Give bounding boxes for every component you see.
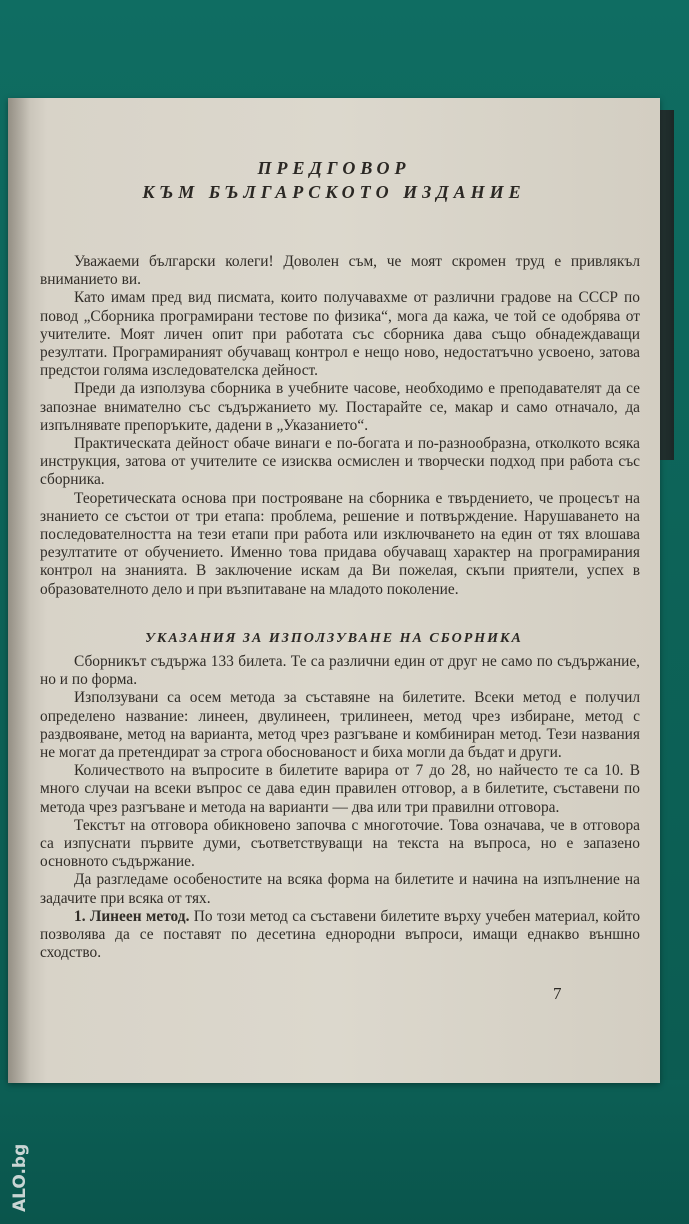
instruction-paragraph: Сборникът съдържа 133 билета. Те са различни един от друг не само по съдържание, но и по форма. <box>40 653 640 689</box>
method-lead: 1. Линеен метод. <box>74 907 190 925</box>
section-title: УКАЗАНИЯ ЗА ИЗПОЛЗУВАНЕ НА СБОРНИКА <box>145 631 523 646</box>
book-page <box>8 98 660 1083</box>
intro-paragraph: Теоретическата основа при построяване на сборника е твърдението, че процесът на знанието се състои от три етапа: проблема, решение и потвърждение. Нарушаването на последователността на тези етапи при работа или изключването на един от тях влошава резултатите от обучението. Именно това придава обучаващ характер на програмирания контрол на знанията. В заключение искам да Ви пожелая, скъпи приятели, успех в образователното дело и при възпитаване на младото поколение. <box>40 489 640 598</box>
intro-paragraph: Като имам пред вид писмата, които получавахме от различни градове на СССР по повод „Сборника програмирани тестове по физика“, мога да кажа, че той се одобрява от учителите. Моят личен опит при работата със сборника дава също обнадеждаващи резултати. Програмираният обучаващ контрол е нещо ново, недостатъчно усвоено, затова предстои голяма изследователска дейност. <box>40 289 640 380</box>
intro-paragraph: Уважаеми български колеги! Доволен съм, че моят скромен труд е привлякъл вниманието ви. <box>40 253 640 289</box>
page-number: 7 <box>553 984 562 1003</box>
instruction-paragraph: Използувани са осем метода за съставяне на билетите. Всеки метод е получил определено название: линеен, двулинеен, трилинеен, метод чрез избиране, метод с раздвояване, метод на варианта, метод чрез разгъване и комбиниран метод. Тези названия не могат да претендират за строга обоснованост и биха могли да бъдат и други. <box>40 689 640 762</box>
method-paragraph <box>40 908 640 963</box>
page-gutter-shadow <box>8 98 30 1083</box>
intro-paragraph: Практическата дейност обаче винаги е по-богата и по-разнообразна, отколкото всяка инструкция, затова от учителите се изисква осмислен и творчески подход при работа със сборника. <box>40 435 640 489</box>
method-text: По този метод са съставени билетите върху учебен материал, който позволява да се поставят по десетина еднородни въпроси, имащи еднакво външно сходство. <box>40 907 641 962</box>
watermark-logo <box>8 1140 32 1216</box>
tablecloth-background <box>0 1080 689 1224</box>
watermark-text: ALO.bg <box>10 1143 30 1212</box>
heading-title: ПРЕДГОВОР <box>257 158 411 178</box>
instructions-section <box>40 653 640 962</box>
instruction-paragraph: Текстът на отговора обикновено започва с многоточие. Това означава, че в отговора са изпуснати първите думи, съответствуващи на текста на въпроса, но е запазено основното съдържание. <box>40 816 640 871</box>
instruction-paragraph: Количеството на въпросите в билетите варира от 7 до 28, но найчесто те са 10. В много случаи на всеки въпрос се дава един правилен отговор, а в билетите, съставени по метода чрез разгъване и метода на варианти — два или три правилни отговора. <box>40 762 640 816</box>
instruction-paragraph: Да разгледаме особеностите на всяка форма на билетите и начина на изпълнение на задачите при всяка от тях. <box>40 871 640 907</box>
heading-subtitle: КЪМ БЪЛГАРСКОТО ИЗДАНИЕ <box>142 182 526 202</box>
intro-paragraph: Преди да използува сборника в учебните часове, необходимо е преподавателят да се запознае внимателно със съдържанието му. Постарайте се, макар и само отначало, да изпълнявате препоръките, дадени в „Указанието“. <box>40 380 640 434</box>
intro-section <box>40 253 640 599</box>
